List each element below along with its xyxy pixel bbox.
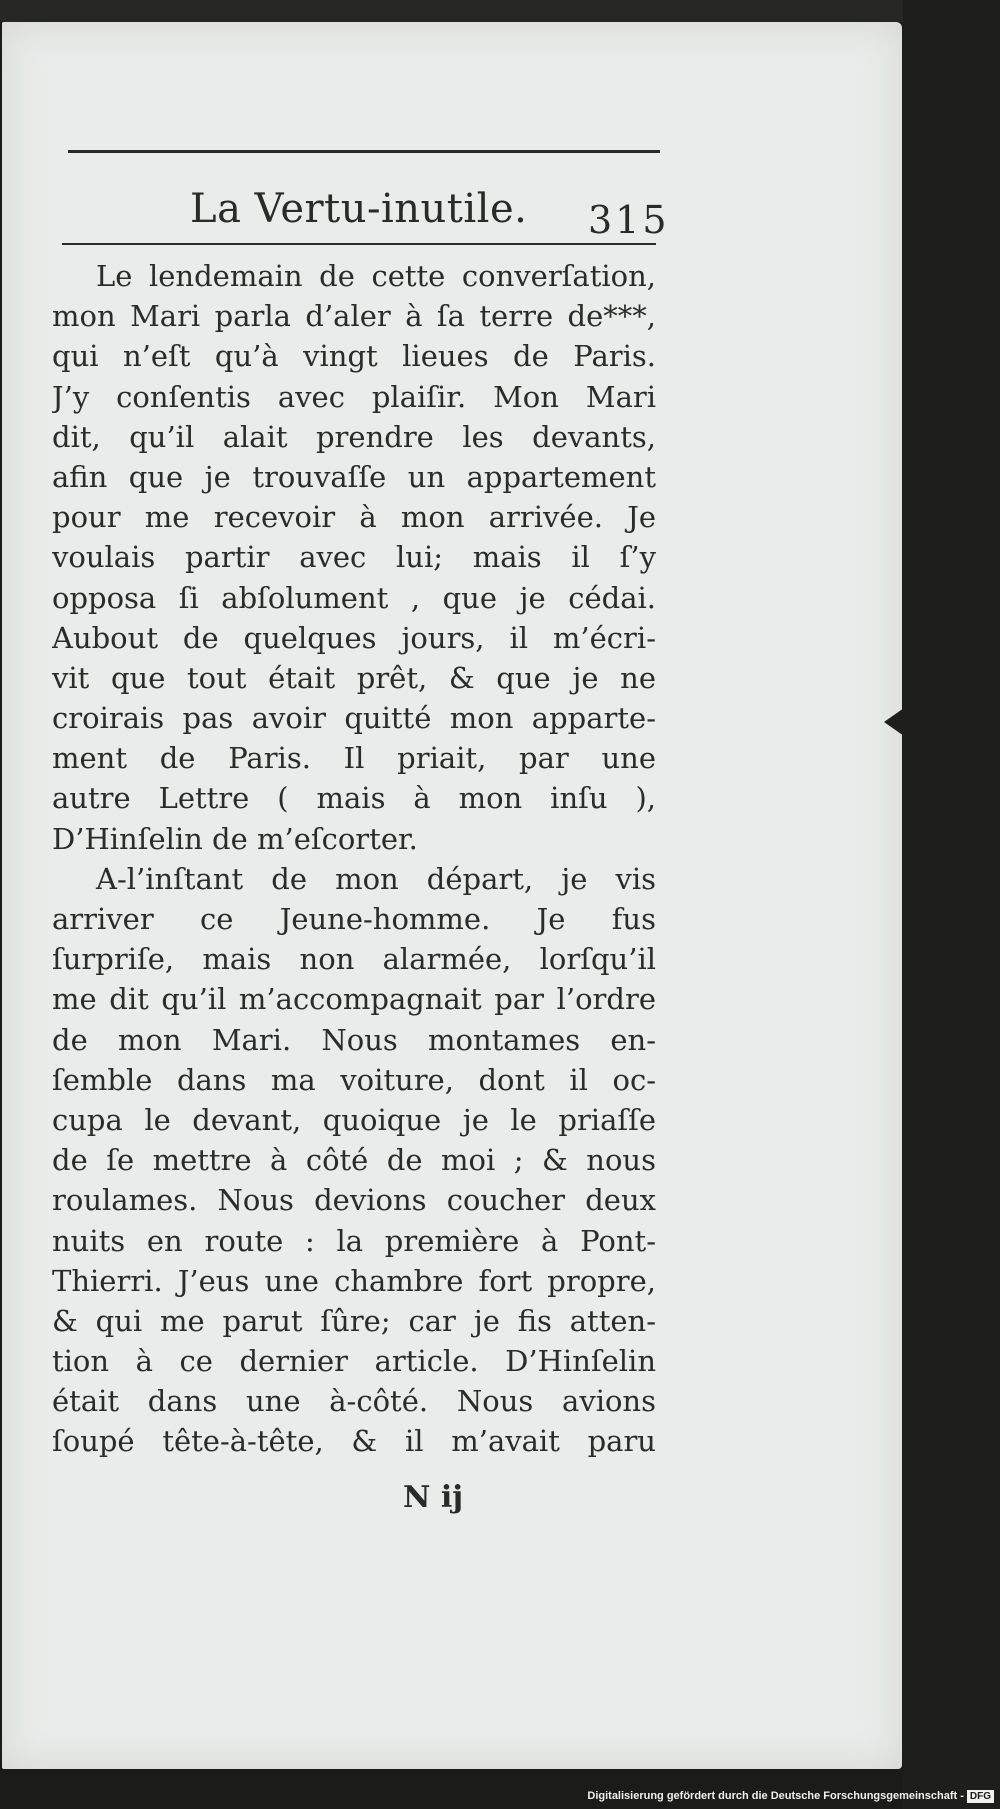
text-line: nuits en route : la première à Pont- <box>52 1223 656 1258</box>
text-line: J’y conſentis avec plaiſir. Mon Mari <box>52 379 656 414</box>
text-line: de ſe mettre à côté de moi ; & nous <box>52 1143 656 1178</box>
header-rule-bottom <box>62 243 656 245</box>
text-line: pour me recevoir à mon arrivée. Je <box>52 500 656 535</box>
text-line: afin que je trouvaſſe un appartement <box>52 459 656 494</box>
text-line: ſurpriſe, mais non alarmée, lorſqu’il <box>52 942 656 977</box>
text-line: ment de Paris. Il priait, par une <box>52 741 656 776</box>
text-line: tion à ce dernier article. D’Hinſelin <box>52 1344 656 1379</box>
text-line: Aubout de quelques jours, il m’écri- <box>52 620 656 655</box>
page-edge-notch <box>884 708 904 736</box>
text-line: dit, qu’il alait prendre les devants, <box>52 419 656 454</box>
scan-background-right <box>903 0 1000 1809</box>
text-line: vit que tout était prêt, & que je ne <box>52 660 656 695</box>
footer-text: Digitalisierung gefördert durch die Deutsche Forschungsgemeinschaft - <box>587 1790 964 1802</box>
text-line: opposa ſi abſolument , que je cédai. <box>52 580 656 615</box>
text-line: & qui me parut ſûre; car je fis atten- <box>52 1303 656 1338</box>
text-line: ſemble dans ma voiture, dont il oc- <box>52 1062 656 1097</box>
body-text <box>52 256 656 1462</box>
text-line: mon Mari parla d’aler à ſa terre de***, <box>52 299 656 334</box>
text-line: D’Hinſelin de m’eſcorter. <box>52 821 418 856</box>
text-line: roulames. Nous devions coucher deux <box>52 1183 656 1218</box>
header-rule-top <box>68 150 660 153</box>
text-line: ſoupé tête-à-tête, & il m’avait paru <box>52 1424 656 1459</box>
text-line: Le lendemain de cette converſation, <box>96 259 656 293</box>
text-line: Thierri. J’eus une chambre fort propre, <box>52 1263 656 1298</box>
dfg-logo: DFG <box>967 1790 994 1803</box>
scan-background-top <box>0 0 1000 22</box>
running-title: La Vertu-inutile. <box>190 186 528 232</box>
text-line: cupa le devant, quoique je le priaſſe <box>52 1102 656 1137</box>
text-line: autre Lettre ( mais à mon inſu ), <box>52 781 656 816</box>
page-number: 315 <box>588 198 670 242</box>
text-line: qui n’eſt qu’à vingt lieues de Paris. <box>52 339 656 374</box>
signature-mark: N ij <box>403 1480 464 1515</box>
text-line: A-l’inſtant de mon départ, je vis <box>96 861 656 896</box>
text-line: de mon Mari. Nous montames en- <box>52 1022 656 1057</box>
text-line: me dit qu’il m’accompagnait par l’ordre <box>52 982 656 1017</box>
text-line: voulais partir avec lui; mais il ſ’y <box>52 540 656 575</box>
text-line: était dans une à-côté. Nous avions <box>52 1384 656 1419</box>
text-line: croirais pas avoir quitté mon apparte- <box>52 701 656 736</box>
text-line: arriver ce Jeune-homme. Je fus <box>52 902 656 936</box>
digitization-footer <box>560 1790 994 1806</box>
